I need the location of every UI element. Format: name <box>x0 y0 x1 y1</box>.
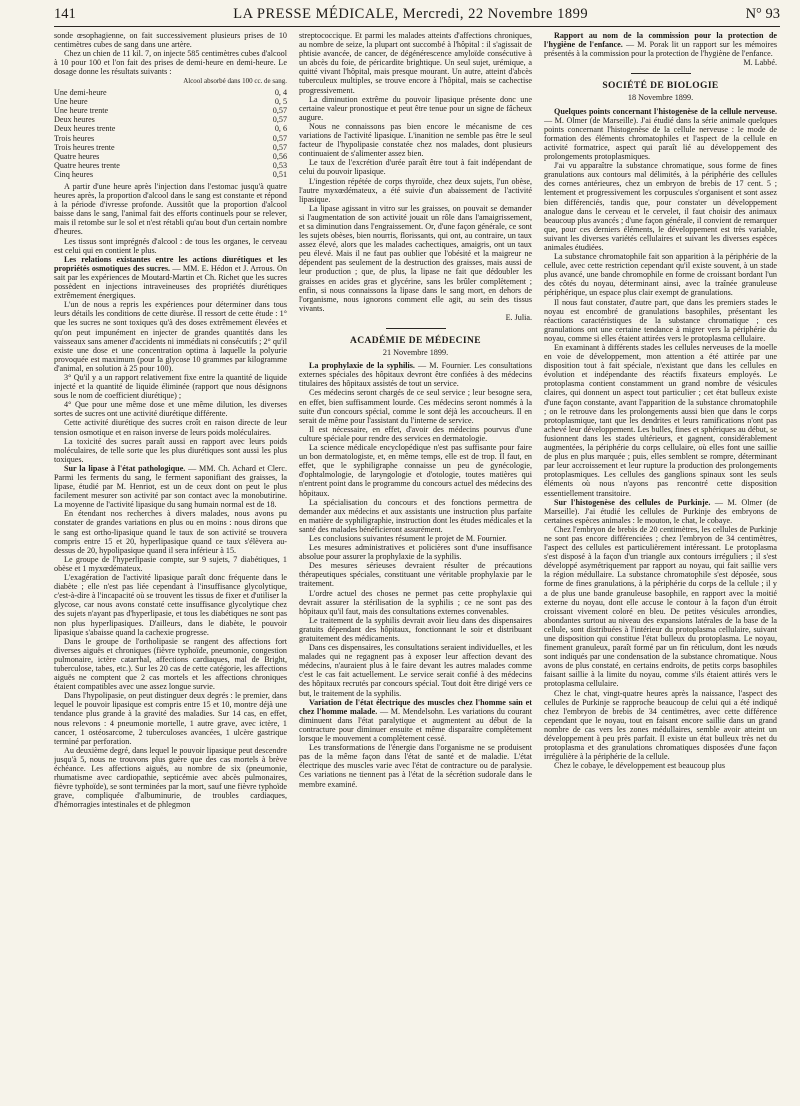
paragraph: En examinant à différents stades les cellules nerveuses de la moelle en voie de développement, mon attention a été attirée par une disposition tout à fait spéciale, n'existant que dans les cellules en évolution et indépendante des réactifs fixateurs employés. Le protoplasma contient constamment un grand nombre de vésicules claires, qui donnent un aspect tout particulier ; cet état bulleux existe d'une façon constante, avant l'apparition de la substance chromatophile ; on le retrouve dans les prolongements aussi bien que dans le corps protoplasmique, tant que les dendrites et leurs ramifications n'ont pas achevé leur développement. Les bulles, fines et sphériques au début, se fusionnent dans les stades ultérieurs, et gagnent, considérablement augmentées, la périphérie du corps cellulaire, où elles font une saillie de plus en plus marquée ; puis, elles semblent se rompre, déterminant par leur accroissement et leur rupture la production des prolongements protoplasmiques. Les cellules des ganglions spinaux sont les seuls éléments où nous n'ayons pas rencontré cette disposition essentiellement transitoire. <box>544 343 777 498</box>
table-cell-label: Une heure trente <box>54 106 109 116</box>
columns <box>54 31 780 1101</box>
table-cell-label: Une demi-heure <box>54 88 107 98</box>
section-paragraph <box>54 255 287 300</box>
paragraph: Les tissus sont imprégnés d'alcool : de tous les organes, le cerveau est celui qui en contient le plus. <box>54 236 287 255</box>
section-heading: Sur l'histogenèse des cellules de Purkinje. <box>554 497 711 507</box>
paragraph: Le groupe de l'hyperlipasie compte, sur 9 sujets, 7 diabétiques, 1 obèse et 1 myxœdémateux. <box>54 554 287 573</box>
paragraph: A partir d'une heure après l'injection dans l'estomac jusqu'à quatre heures après, la proportion d'alcool dans le sang est constante et répond à la période d'ivresse profonde. Aussitôt que la proportion d'alcool baisse dans le sang, l'animal fait des efforts continuels pour se relever, mais il retombe sur le sol et n'est rétabli qu'au bout d'un certain nombre d'heures. <box>54 182 287 237</box>
table-cell-value: 0,57 <box>272 142 287 152</box>
table-cell-value: 0,51 <box>272 169 287 179</box>
paragraph: La science médicale encyclopédique n'est pas suffisante pour faire un bon dermatologiste, et, en même temps, elle est de trop. Il faut, en effet, que le syphiligraphe connaisse un peu de gynécologie, d'ophtalmologie, de laryngologie et d'otologie, toutes matières qui n'entrent point dans le programme du concours actuel des médecins des hôpitaux. <box>299 443 532 498</box>
divider <box>386 328 446 329</box>
table-cell-value: 0,56 <box>272 151 287 161</box>
table-cell-label: Deux heures trente <box>54 124 116 134</box>
table-row <box>54 124 287 133</box>
table-header: Alcool absorbé dans 100 cc. de sang. <box>183 77 287 86</box>
paragraph: Les mesures administratives et policières sont d'une insuffisance absolue pour assurer la prophylaxie de la syphilis. <box>299 543 532 562</box>
paragraph: Dans l'hypolipasie, on peut distinguer deux degrés : le premier, dans lequel le pouvoir lipasique est compris entre 15 et 10, montre déjà une tendance plus grande à la gravité des maladies. Sur 14 cas, en effet, nous relevons : 4 pneumonie mortelle, 1 autre grave, avec ictère, 1 cancer, 1 ostéosarcome, 2 tuberculoses avancées, 1 ulcère gastrique terminé par perforation. <box>54 691 287 746</box>
paragraph: L'exagération de l'activité lipasique paraît donc fréquente dans le diabète ; elle n'est pas liée cependant à l'insuffisance glycolytique, c'est-à-dire à l'incapacité où se trouvent les tissus de fixer et d'utiliser la glycose, car nous avons constaté cette insuffisance glycolytique chez des sujets n'ayant pas d'hyperlipasie, et tous les diabétiques ne sont pas non plus hyperlipasiques. D'ailleurs, dans le diabète, le pouvoir lipasique s'abaisse quand la cachexie progresse. <box>54 573 287 637</box>
table-cell-label: Une heure <box>54 97 88 107</box>
table-cell-value: 0,57 <box>272 106 287 116</box>
section-paragraph <box>54 464 287 509</box>
column-2 <box>299 31 532 1101</box>
column-3 <box>544 31 777 1101</box>
paragraph: Des mesures sérieuses devraient résulter de précautions thérapeutiques spéciales, constituant une véritable prophylaxie par le traitement. <box>299 561 532 589</box>
paragraph: Chez l'embryon de brebis de 20 centimètres, les cellules de Purkinje ne sont pas encore différenciées ; chez l'embryon de 34 centimètres, l'aspect des cellules est particulièrement intéressant. Le protoplasma s'est disposé à la façon d'un triangle aux contours irréguliers ; il s'est développé asymétriquement par rapport au noyau, qui fait saillie vers la région médullaire. La substance chromatophile s'est déposée, sous forme de fines granulations, à la périphérie du corps de la cellule ; il y a de plus une bande granuleuse basophile, en rapport avec la moitié externe du noyau, dont elle accuse le contour à la façon d'un étroit croissant vivement coloré en bleu. De petites vésicules arrondies, abondantes surtout au niveau des expansions latérales de la base de la cellule, sont distribuées à l'intérieur du protoplasma cellulaire, suivant une disposition qui constitue l'état bulleux du protoplasma. Le noyau, finement granuleux, paraît formé par un fin réticulum, dont les nœuds sont indiqués par une condensation de la substance chromatique. Nous avons de plus constaté, en certains endroits, de petits corps basophiles faisant saillie à la limite du noyau, comme s'ils étaient attirés vers le protoplasma cellulaire. <box>544 524 777 689</box>
paragraph: La spécialisation du concours et des fonctions permettra de demander aux médecins et aux assistants une instruction plus parfaite en matière de syphiligraphie, instruction dont les études médicales et la santé des malades bénéficieront assurément. <box>299 497 532 534</box>
section-heading: Sur la lipase à l'état pathologique. <box>64 463 186 473</box>
table-row <box>54 115 287 124</box>
section-title-academy: ACADÉMIE DE MÉDECINE <box>350 336 481 346</box>
table-cell-label: Trois heures <box>54 133 95 143</box>
table-cell-value: 0,53 <box>272 160 287 170</box>
table-cell-value: 0,57 <box>272 133 287 143</box>
signature: E. Julia. <box>505 312 532 322</box>
paragraph: Les transformations de l'énergie dans l'organisme ne se produisent pas de la même façon dans l'état de santé et de maladie. L'état électrique des muscles varie avec l'état de contracture ou de paralysie. Ces variations ne tiennent pas à l'état de la sécrétion sudorale dans le membre examiné. <box>299 743 532 789</box>
paragraph: L'un de nous a repris les expériences pour déterminer dans tous leurs détails les conditions de cette diurèse. Il ressort de cette étude : 1° que les sucres ne sont toxiques qu'à des doses extrêmement élevées et qu'on peut impunément en injecter de grandes quantités dans les vaisseaux sans amener d'accidents ni immédiats ni consécutifs ; 2° qu'il existe une dose et une concentration optima à laquelle la polyurie provoquée est maximum (pour la glycose 10 grammes par kilogramme d'animal, en solution à 25 pour 100). <box>54 300 287 373</box>
section-heading: Variation de l'état électrique des muscles chez l'homme sain et chez l'homme malade. <box>299 697 532 716</box>
page-header <box>54 6 780 27</box>
paragraph: Dans le groupe de l'ortholipasie se rangent des affections fort diverses aiguës et chroniques (fièvre typhoïde, pneumonie, congestion pulmonaire, ictère catarrhal, affections cardiaques, mal de Bright, tuberculose, tabes, etc.). Sur les 20 cas de cette catégorie, les affections aiguës ne comptent que 2 cas mortels et les affections chroniques étaient compatibles avec une assez longue survie. <box>54 636 287 692</box>
section-paragraph <box>299 698 532 743</box>
paragraph: En étendant nos recherches à divers malades, nous avons pu constater de grandes variations en plus ou en moins : nous dirons que le sang est ortho-lipasique quand le taux de son activité se trouvera compris entre 15 et 20, hyperlipasique quand ce taux s'élèvera au-dessus de 20, hypolipasique quand il sera inférieur à 15. <box>54 509 287 555</box>
section-paragraph <box>544 107 777 162</box>
paragraph: Il est nécessaire, en effet, d'avoir des médecins pourvus d'une culture spéciale pour rendre des services en dermatologie. <box>299 424 532 443</box>
issue-number: N° 93 <box>745 6 780 22</box>
paragraph: Il nous faut constater, d'autre part, que dans les premiers stades le noyau est encombré de granulations basophiles, présentant les réactions caractéristiques de la substance chromatique ; ces granulations ont une certaine tendance à migrer vers la périphérie du noyau, comme si elles étaient attirées vers le protoplasma cellulaire. <box>544 297 777 343</box>
table-row <box>54 134 287 143</box>
table-row <box>54 152 287 161</box>
table-cell-value: 0, 6 <box>274 124 287 134</box>
table-cell-value: 0,57 <box>272 115 287 125</box>
section-authors: — MM. E. Hédon et J. Arrous. On sait par les expériences de Moutard-Martin et Ch. Richet que les sucres possèdent en injections intraveineuses des propriétés diurétiques extrêmement énergiques. <box>54 263 287 301</box>
paragraph: Le taux de l'excrétion d'urée paraît être tout à fait indépendant de celui du pouvoir lipasique. <box>299 158 532 177</box>
paragraph: L'ingestion répétée de corps thyroïde, chez deux sujets, l'un obèse, l'autre myxœdémateux, a été suivie d'un abaissement de l'activité lipasique. <box>299 176 532 204</box>
paragraph: La substance chromatophile fait son apparition à la périphérie de la cellule, avec cette restriction cependant qu'il existe souvent, à un stade plus avancé, une bande chromophile en forme de croissant bordant l'un des côtés du noyau, déterminant ainsi, avec la traînée granuleuse périphérique, un espace plus clair exempt de granulations. <box>544 252 777 298</box>
section-paragraph <box>544 498 777 525</box>
section-title-society: SOCIÉTÉ DE BIOLOGIE <box>602 81 719 92</box>
paragraph: streptococcique. Et parmi les malades atteints d'affections chroniques, au nombre de seize, la plupart ont succombé à l'hôpital : il s'agissait de phtisie avancée, de cancer, de dégénérescence amyloïde consécutive à un abcès du foie, de péricardite brightique. Un seul sujet, urémique, a quitté vivant l'hôpital, mais presque mourant. Un autre, atteint d'abcès tuberculeux multiples, se trouve encore à l'hôpital, mais se cachectise progressivement. <box>299 31 532 95</box>
table-cell-label: Cinq heures <box>54 169 94 179</box>
section-authors: — M. Mendelsohn. Les variations du courant diminuent dans l'état paralytique et augmentent au début de la contracture pour diminuer ensuite et même disparaître complètement lorsque le mouvement a complètement cessé. <box>299 706 532 744</box>
section-paragraph <box>299 361 532 388</box>
section-date: 21 Novembre 1899. <box>382 348 449 358</box>
signature: M. Labbé. <box>743 58 777 68</box>
section-date: 18 Novembre 1899. <box>627 93 694 103</box>
section-heading: Les relations existantes entre les actions diurétiques et les propriétés osmotiques des sucres. <box>54 254 287 273</box>
table-cell-label: Quatre heures <box>54 151 100 161</box>
section-heading: Quelques points concernant l'histogenèse de la cellule nerveuse. <box>554 106 777 116</box>
paragraph: La toxicité des sucres paraît aussi en rapport avec leurs poids moléculaires, de telle sorte que les plus diurétiques sont aussi les plus toxiques. <box>54 436 287 464</box>
section-heading: Rapport au nom de la commission pour la protection de l'hygiène de l'enfance. <box>544 31 777 50</box>
paragraph: La diminution extrême du pouvoir lipasique présente donc une certaine valeur pronostique et peut être tenue pour un signe de fâcheux augure. <box>299 94 532 122</box>
page-number: 141 <box>54 6 76 22</box>
paragraph: La lipase agissant in vitro sur les graisses, on pouvait se demander si l'augmentation de son activité jouait un rôle dans l'amaigrissement, et sa diminution dans l'engraissement. Or, d'une façon générale, ce sont les sujets obèses, bien nourris, florissants, qui ont, au contraire, un taux assez élevé, alors que les malades cachectiques, amaigris, ont un taux peu élevé. Mais il ne faut pas oublier que l'obésité et la maigreur ne dépendent pas seulement de la destruction des graisses, mais aussi de leur production ; que, de plus, la lipase ne fait que dédoubler les graisses en acides gras et glycérine, sans les brûler complètement ; enfin, si nous connaissons la lipase dans le sang mort, en dehors de l'organisme, nous ignorons comment elle agit, au sein des tissus vivants. <box>299 203 532 313</box>
paragraph: Le traitement de la syphilis devrait avoir lieu dans des dispensaires gratuits dépendant des hôpitaux, fonctionnant le soir et distribuant gratuitement des médicaments. <box>299 615 532 643</box>
table-cell-value: 0, 5 <box>274 97 287 107</box>
divider <box>631 73 691 74</box>
paragraph: 3° Qu'il y a un rapport relativement fixe entre la quantité de liquide injecté et la quantité de liquide éliminée (rapport que nous désignons sous le nom de coefficient diurétique) ; <box>54 372 287 401</box>
section-paragraph <box>544 31 777 58</box>
table-cell-value: 0, 4 <box>274 88 287 98</box>
paragraph: Chez le cobaye, le développement est beaucoup plus <box>554 761 726 771</box>
paragraph: Ces médecins seront chargés de ce seul service ; leur besogne sera, en effet, bien suffisamment lourde. Ces médecins seront nommés à la suite d'un concours spécial, comme le sont déjà les accoucheurs. Il en serait de même pour l'assistant du l'interne de service. <box>299 388 532 425</box>
paragraph: Nous ne connaissons pas bien encore le mécanisme de ces variations de l'activité lipasique. L'inanition ne semble pas être le seul facteur de l'hypolipasie constatée chez nos malades, dont plusieurs continuaient de s'alimenter assez bien. <box>299 121 532 159</box>
section-authors: — MM. Ch. Achard et Clerc. Parmi les ferments du sang, le ferment saponifiant des graisses, la lipase, étudié par M. Henriot, est un de ceux dont on peut le plus facilement mesurer son activité par son contact avec la monobutirine. La moyenne de l'activité lipasique du sang humain normal est de 18. <box>54 463 287 510</box>
table-cell-label: Trois heures trente <box>54 142 115 152</box>
paragraph: Au deuxième degré, dans lequel le pouvoir lipasique peut descendre jusqu'à 5, nous ne trouvons plus guère que des cas mortels à brève échéance. Les affections aiguës, au nombre de six (pneumonie, rhumatisme avec cardiopathie, septicémie avec abcès pulmonaires, fièvre typhoïde), se sont terminées par la mort, sauf une fièvre typhoïde grave, compliquée d'albuminurie, de troubles cardiaques, d'hémorragies intestinales et de phlegmon <box>54 745 287 810</box>
dosage-table <box>54 88 287 179</box>
paragraph: J'ai vu apparaître la substance chromatique, sous forme de fines granulations aux contours mal délimités, à la périphérie des cellules des cornes antérieures, chez un embryon de brebis de 17 cent. 5 ; lentement et progressivement les corpuscules s'organisent et sont assez bien différenciés, tandis que, pour constater un développement analogue dans le cerveau et le cervelet, il faut choisir des animaux beaucoup plus avancés ; d'une façon générale, il convient de remarquer que, pour ces derniers éléments, le développement est très variable, suivant les diverses variétés cellulaires et suivant les diverses espèces animales étudiées. <box>544 161 777 252</box>
paragraph: L'ordre actuel des choses ne permet pas cette prophylaxie qui devrait assurer la stérilisation de la syphilis ; ce ne sont pas des hôpitaux qu'il faut, mais des consultations externes convenables. <box>299 588 532 616</box>
paragraph: Les conclusions suivantes résument le projet de M. Fournier. <box>309 533 507 543</box>
table-row <box>54 170 287 179</box>
paragraph: Chez un chien de 11 kil. 7, on injecte 585 centimètres cubes d'alcool à 10 pour 100 et l'on fait des prises de demi-heure en demi-heure. Le dosage donne les résultats suivants : <box>54 49 287 77</box>
table-row <box>54 106 287 115</box>
table-cell-label: Deux heures <box>54 115 95 125</box>
paragraph: Dans ces dispensaires, les consultations seraient individuelles, et les malades qui ne regagnent pas à exposer leur affection devant des médecins, n'auraient plus à le faire devant les autres malades comme c'est le cas fait actuellement. Le service serait confié à des médecins des hôpitaux recrutés par concours spécial. Tout doit être dirigé vers ce but, le traitement de la syphilis. <box>299 643 532 698</box>
journal-title: LA PRESSE MÉDICALE, Mercredi, 22 Novembre 1899 <box>233 6 589 22</box>
table-row <box>54 143 287 152</box>
paragraph: Cette activité diurétique des sucres croît en raison directe de leur tension osmotique et en raison inverse de leurs poids moléculaires. <box>54 418 287 437</box>
section-authors: — M. Fournier. Les consultations externes spéciales des hôpitaux devront être confiées à des médecins titulaires des hôpitaux assistés de tout un service. <box>299 361 532 389</box>
paragraph: sonde œsophagienne, on fait successivement plusieurs prises de 10 centimètres cubes de sang dans une artère. <box>54 31 287 50</box>
table-cell-label: Quatre heures trente <box>54 160 120 170</box>
table-row <box>54 88 287 97</box>
table-row <box>54 97 287 106</box>
column-1 <box>54 31 287 1101</box>
section-authors: — M. Olmer (de Marseille). J'ai étudié les cellules de Purkinje des embryons de certaines espèces animales : le mouton, le chat, le cobaye. <box>544 497 777 525</box>
section-authors: — M. Olmer (de Marseille). J'ai étudié dans la série animale quelques points concernant l'histogenèse de la cellule nerveuse : le mode de formation des éléments chromatophiles et l'aspect de la cellule en activité formatrice, aspect qui paraît lié au développement des prolongements protoplasmiques. <box>544 115 777 162</box>
paragraph: 4° Que pour une même dose et une même dilution, les diverses sortes de sucres ont une activité diurétique différente. <box>54 400 287 419</box>
section-heading: La prophylaxie de la syphilis. <box>309 361 415 371</box>
paragraph: Chez le chat, vingt-quatre heures après la naissance, l'aspect des cellules de Purkinje se rapproche beaucoup de celui qui a été indiqué chez l'embryon de brebis de 34 centimètres, avec cette différence cependant que le noyau, tout en faisant encore saillie dans un grand nombre de cas vers les zones médullaires, semble avoir atteint un développement à peu près parfait. Il existe un état bulleux très net du protoplasma et des granulations chromatiques disposées d'une façon irrégulière à la périphérie de la cellule. <box>544 688 777 762</box>
section-authors: — M. Porak lit un rapport sur les mémoires présentés à la commission pour la protection de l'hygiène de l'enfance. <box>544 40 777 59</box>
table-row <box>54 161 287 170</box>
